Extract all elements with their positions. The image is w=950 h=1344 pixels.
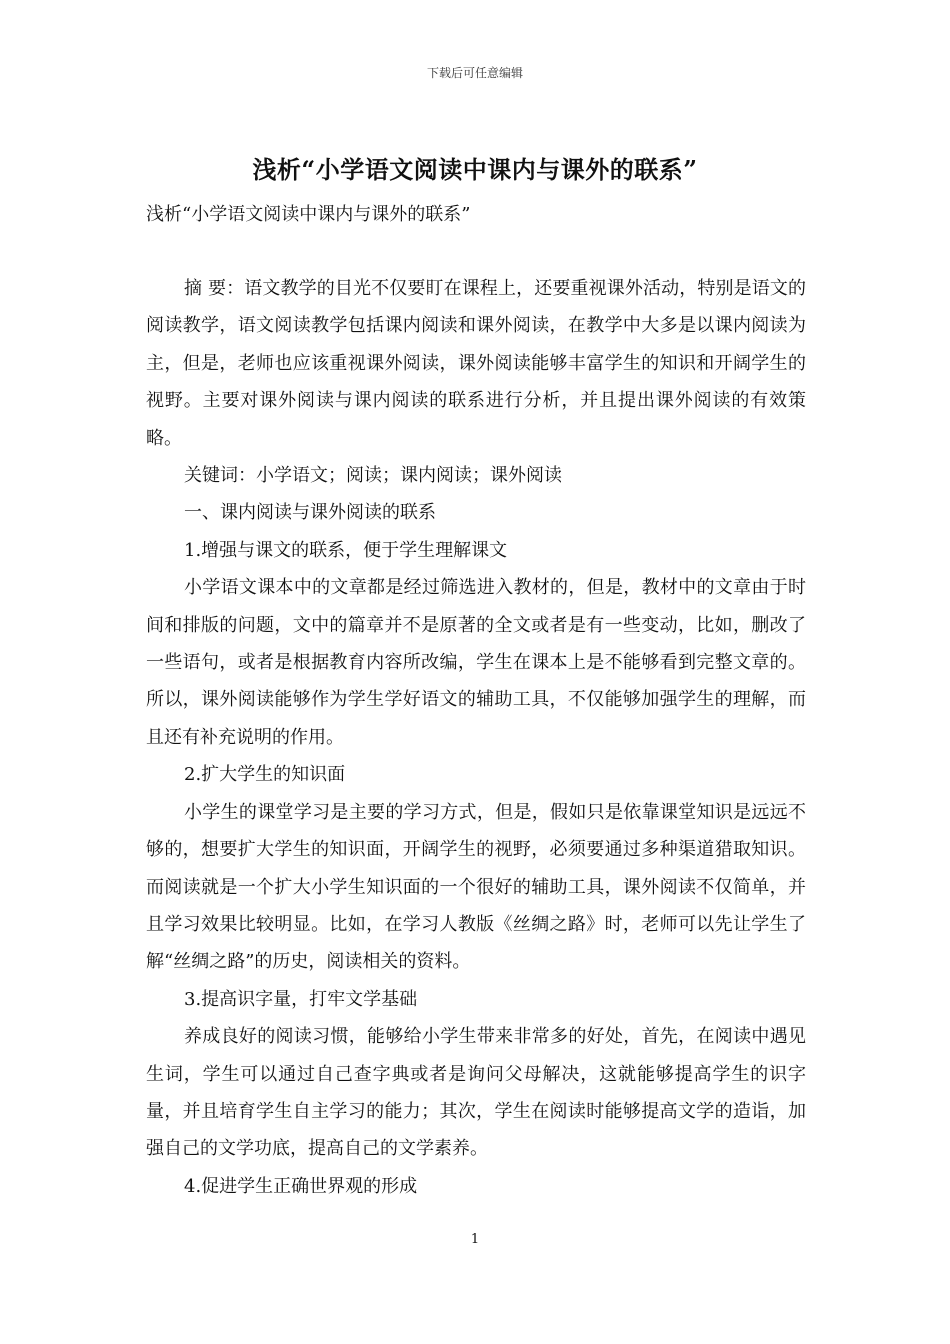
paragraph-3: 养成良好的阅读习惯，能够给小学生带来非常多的好处，首先，在阅读中遇见生词，学生可以通过自己查字典或者是询问父母解决，这就能够提高学生的识字量，并且培育学生自主学习的能力；其次，学生在阅读时能够提高文学的造诣，加强自己的文学功底，提高自己的文学素养。 (146, 1026, 806, 1160)
page-number: 1 (470, 1232, 480, 1247)
document-title: 浅析“小学语文阅读中课内与课外的联系” (252, 155, 698, 184)
header-note: 下载后可任意编辑 (426, 66, 523, 80)
paragraph-1: 小学语文课本中的文章都是经过筛选进入教材的，但是，教材中的文章由于时间和排版的问题，文中的篇章并不是原著的全文或者是有一些变动，比如，删改了一些语句，或者是根据教育内容所改编，学生在课本上是不能够看到完整文章的。所以，课外阅读能够作为学生学好语文的辅助工具，不仅能够加强学生的理解，而且还有补充说明的作用。 (146, 577, 806, 748)
abstract-paragraph: 摘 要：语文教学的目光不仅要盯在课程上，还要重视课外活动，特别是语文的阅读教学，语文阅读教学包括课内阅读和课外阅读，在教学中大多是以课内阅读为主，但是，老师也应该重视课外阅读，课外阅读能够丰富学生的知识和开阔学生的视野。主要对课外阅读与课内阅读的联系进行分析，并且提出课外阅读的有效策略。 (146, 278, 806, 449)
subheading-2: 2.扩大学生的知识面 (184, 764, 346, 786)
document-subtitle: 浅析“小学语文阅读中课内与课外的联系” (146, 204, 471, 225)
paragraph-2: 小学生的课堂学习是主要的学习方式，但是，假如只是依靠课堂知识是远远不够的，想要扩大学生的知识面，开阔学生的视野，必须要通过多种渠道猎取知识。而阅读就是一个扩大小学生知识面的一个很好的辅助工具，课外阅读不仅简单，并且学习效果比较明显。比如，在学习人教版《丝绸之路》时，老师可以先让学生了解“丝绸之路”的历史，阅读相关的资料。 (146, 801, 806, 973)
subheading-1: 1.增强与课文的联系，便于学生理解课文 (184, 539, 508, 561)
subheading-3: 3.提高识字量，打牢文学基础 (184, 988, 418, 1010)
subheading-4: 4.促进学生正确世界观的形成 (184, 1175, 418, 1197)
document-body (146, 270, 806, 1205)
keywords-line: 关键词：小学语文；阅读；课内阅读；课外阅读 (184, 465, 562, 487)
section-heading: 一、课内阅读与课外阅读的联系 (184, 502, 436, 524)
